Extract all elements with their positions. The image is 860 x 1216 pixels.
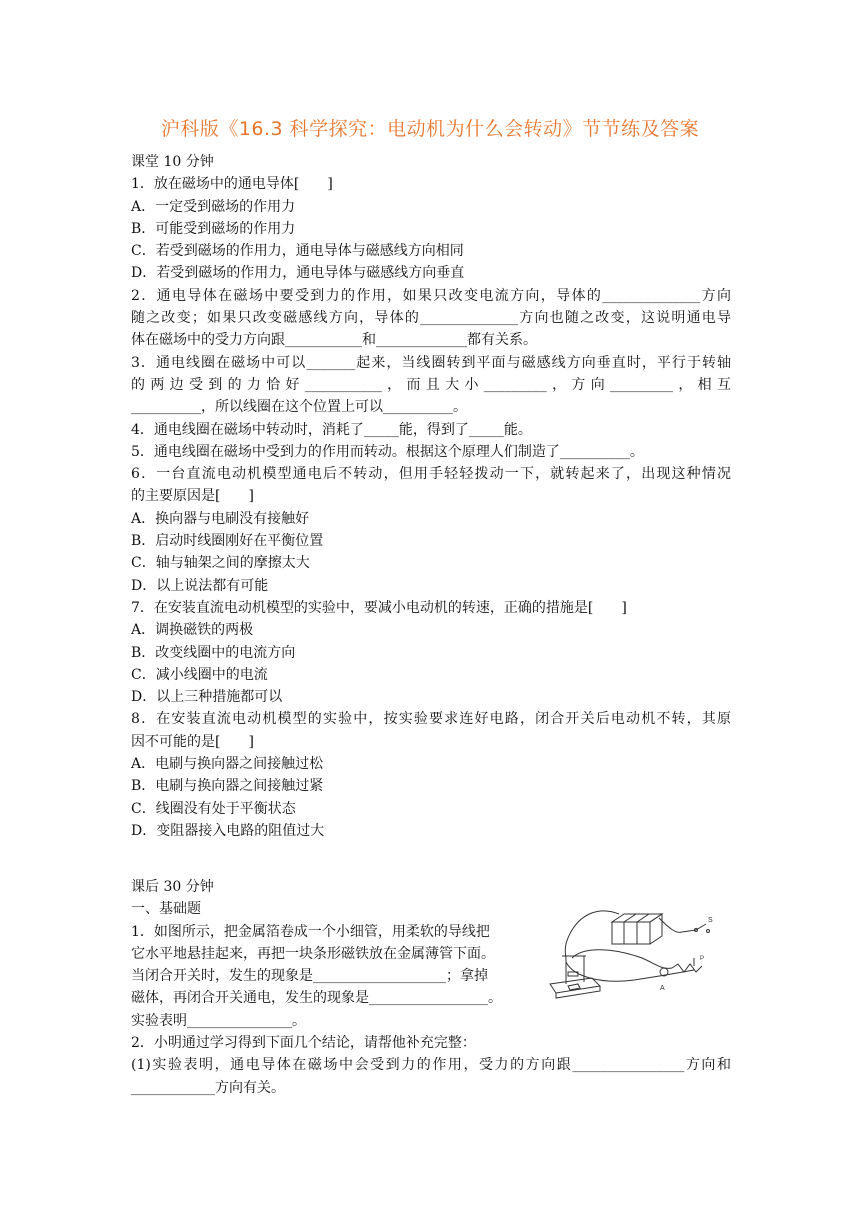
question-line: 实验表明_______________。: [131, 1012, 306, 1029]
question-line: 3．通电线圈在磁场中可以_______起来，当线圈转到平面与磁感线方向垂直时，平行于转轴: [131, 354, 731, 371]
question-line: 5．通电线圈在磁场中受到力的作用而转动。根据这个原理人们制造了__________。: [131, 443, 644, 460]
question-line: (1)实验表明，通电导体在磁场中会受到力的作用，受力的方向跟________________方向和: [131, 1057, 731, 1074]
subsection-heading: 一、基础题: [131, 901, 201, 918]
slider-label: P: [700, 956, 705, 962]
option-line: A．一定受到磁场的作用力: [131, 198, 296, 215]
section-in-class: [131, 151, 731, 842]
option-line: C．若受到磁场的作用力，通电导体与磁感线方向相同: [131, 243, 464, 260]
question-line: __________，所以线圈在这个位置上可以__________。: [131, 399, 467, 416]
question-line: 的主要原因是[ ]: [131, 488, 254, 505]
option-line: D．以上说法都有可能: [131, 577, 269, 594]
question-line: 当闭合开关时，发生的现象是___________________；拿掉: [131, 968, 488, 985]
question-line: ____________方向有关。: [131, 1079, 285, 1096]
question-line: 的两边受到的力恰好___________，而且大小_________，方向_________，相互: [131, 376, 731, 393]
ammeter-label: A: [660, 985, 665, 992]
question-line: 8．在安装直流电动机模型的实验中，按实验要求连好电路，闭合开关后电动机不转，其原: [131, 711, 731, 728]
option-line: D．变阻器接入电路的阻值过大: [131, 822, 325, 839]
section-heading: 课堂 10 分钟: [131, 154, 214, 170]
question-line: 随之改变；如果只改变磁感线方向，导体的______________方向也随之改变，这说明通电导: [131, 310, 731, 327]
option-line: D．若受到磁场的作用力，通电导体与磁感线方向垂直: [131, 265, 465, 282]
option-line: A．换向器与电刷没有接触好: [131, 510, 310, 527]
switch-label: S: [708, 917, 713, 924]
question-line: 7．在安装直流电动机模型的实验中，要减小电动机的转速，正确的措施是[ ]: [131, 599, 627, 616]
question-line: 因不可能的是[ ]: [131, 733, 254, 750]
option-line: D．以上三种措施都可以: [131, 689, 283, 706]
question-line: 它水平地悬挂起来，再把一块条形磁铁放在金属薄管下面。: [131, 945, 495, 962]
option-line: B．电刷与换向器之间接触过紧: [131, 778, 324, 795]
option-line: B．启动时线圈刚好在平衡位置: [131, 533, 324, 550]
document-title: 沪科版《16.3 科学探究：电动机为什么会转动》节节练及答案: [160, 118, 700, 140]
option-line: C．减小线圈中的电流: [131, 666, 268, 683]
question-line: 1．如图所示，把金属箔卷成一个小细管，用柔软的导线把: [131, 923, 490, 940]
option-line: C．线圈没有处于平衡状态: [131, 800, 296, 817]
question-line: 磁体，再闭合开关通电，发生的现象是_________________。: [131, 990, 502, 1007]
experiment-circuit-figure: [544, 900, 724, 1005]
option-line: B．改变线圈中的电流方向: [131, 644, 296, 661]
question-line: 6．一台直流电动机模型通电后不转动，但用手轻轻拨动一下，就转起来了，出现这种情况: [131, 466, 731, 483]
question-line: 体在磁场中的受力方向跟___________和_____________都有关系。: [131, 332, 537, 349]
question-line: 4．通电线圈在磁场中转动时，消耗了_____能，得到了_____能。: [131, 421, 532, 438]
option-line: A．电刷与换向器之间接触过松: [131, 756, 324, 773]
question-line: 1．放在磁场中的通电导体[ ]: [131, 176, 333, 193]
question-line: 2．小明通过学习得到下面几个结论，请帮他补充完整：: [131, 1035, 476, 1052]
question-line: 2．通电导体在磁场中要受到力的作用，如果只改变电流方向，导体的______________方向: [131, 287, 731, 304]
option-line: A．调换磁铁的两极: [131, 622, 254, 639]
option-line: C．轴与轴架之间的摩擦太大: [131, 555, 310, 572]
section-heading: 课后 30 分钟: [131, 879, 214, 895]
option-line: B．可能受到磁场的作用力: [131, 220, 296, 237]
